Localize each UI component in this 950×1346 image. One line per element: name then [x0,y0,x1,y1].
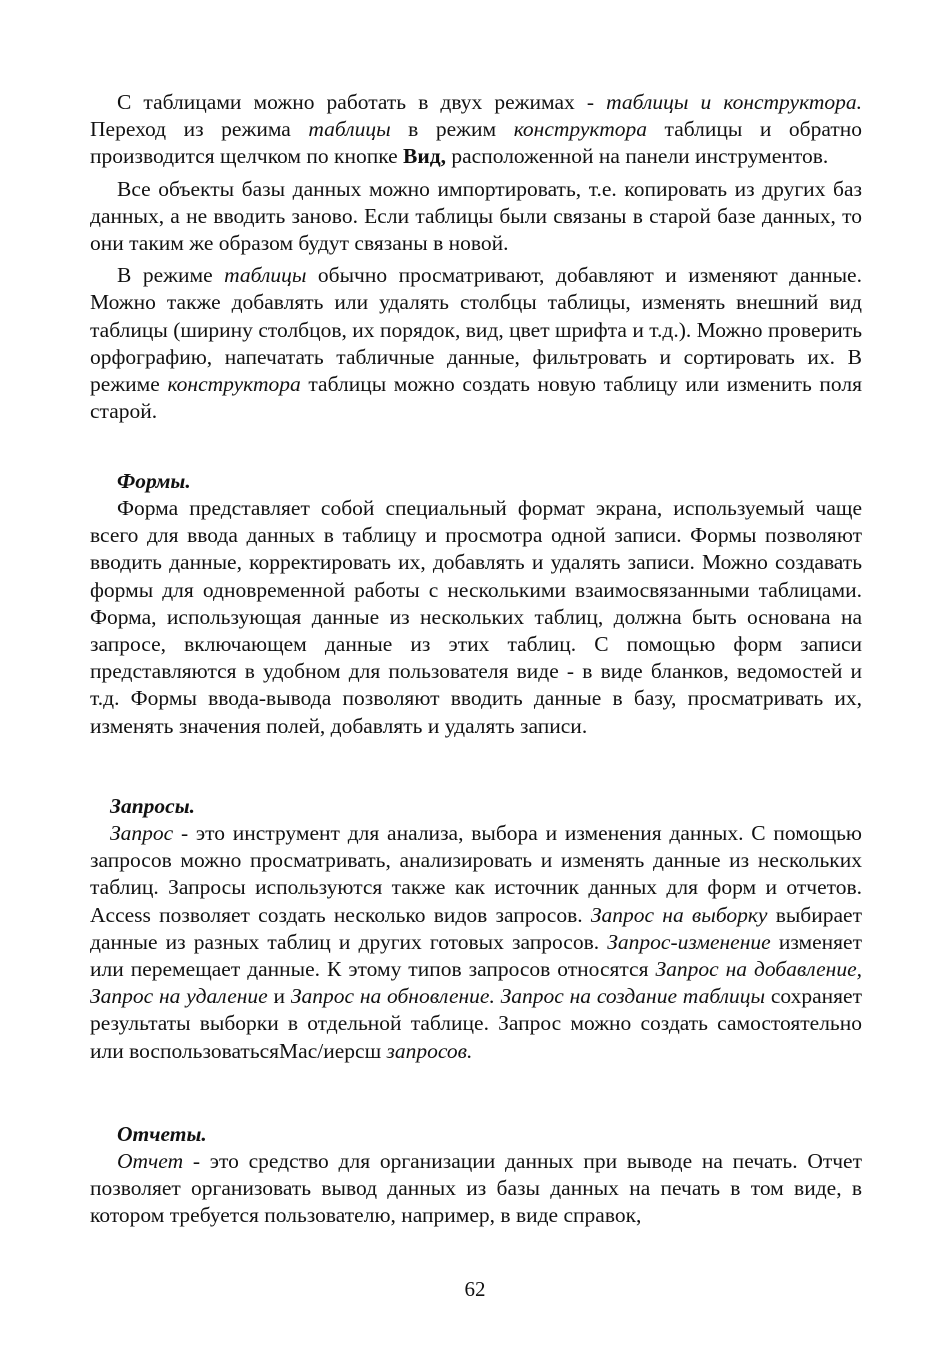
paragraph-import: Все объекты базы данных можно импортировать, т.е. копировать из других баз данных, а не вводить заново. Если таблицы были связаны в старой базе данных, то они таким же образом будут связаны в новой. [90,176,862,256]
paragraph-reports: Отчет - это средство для организации данных при выводе на печать. Отчет позволяет организовать вывод данных из базы данных на печать в том виде, в котором требуется пользователю, например, в виде справок, [90,1149,862,1228]
paragraph-queries: Запрос - это инструмент для анализа, выбора и изменения данных. С помощью запросов можно просматривать, анализировать и изменять данные из нескольких таблиц. Запросы используются также как источник данных для форм и отчетов. Access позволяет создать несколько видов запросов. Запрос на выборку выбирает данные из разных таблиц и других готовых запросов. Запрос-изменение изменяет или перемещает данные. К этому типов запросов относятся Запрос на добавление, Запрос на удаление и Запрос на обновление. Запрос на создание таблицы сохраняет результаты выборки в отдельной таблице. Запрос можно создать самостоятельно или воспользоватьсяМас/иерсш запросов. [90,821,862,1063]
heading-queries: Запросы. [110,794,195,818]
section-reports [90,1121,862,1230]
section-queries [90,793,862,1065]
heading-reports: Отчеты. [117,1122,207,1146]
section-forms [90,468,862,740]
heading-forms: Формы. [117,469,191,493]
page-number: 62 [464,1277,486,1301]
paragraph-table-mode: В режиме таблицы обычно просматривают, добавляют и изменяют данные. Можно также добавлять или удалять столбцы таблицы, изменять внешний вид таблицы (ширину столбцов, их порядок, вид, цвет шрифта и т.д.). Можно проверить орфографию, напечатать табличные данные, фильтровать и сортировать их. В режиме конструктора таблицы можно создать новую таблицу или изменить поля старой. [90,263,862,424]
paragraph-forms: Форма представляет собой специальный формат экрана, используемый чаще всего для ввода данных в таблицу и просмотра одной записи. Формы позволяют вводить данные, корректировать их, добавлять и удалять записи. Можно создавать формы для одновременной работы с несколькими взаимосвязанными таблицами. Форма, использующая данные из нескольких таблиц, должна быть основана на запросе, включающем данные из этих таблиц. С помощью форм записи представляются в удобном для пользователя виде - в виде бланков, ведомостей и т.д. Формы ввода-вывода позволяют вводить данные в базу, просматривать их, изменять значения полей, добавлять и удалять записи. [90,496,862,738]
intro-block [90,89,862,425]
paragraph-table-modes: С таблицами можно работать в двух режимах - таблицы и конструктора. Переход из режима таблицы в режим конструктора таблицы и обратно производится щелчком по кнопке Вид, расположенной на панели инструментов. [90,90,862,169]
